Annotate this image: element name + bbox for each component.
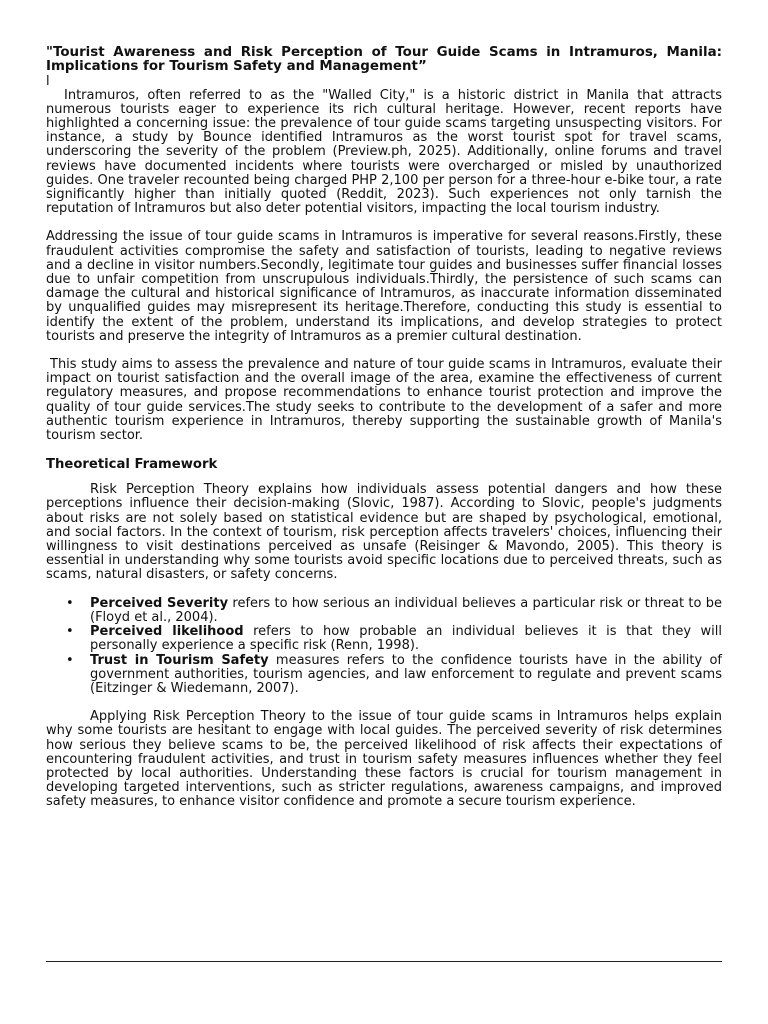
list-item-text: refers to how probable an individual believes it is that they will personally experience a specific risk (Renn, 1998). (90, 624, 723, 654)
document-page (46, 46, 722, 810)
list-item-term: Trust in Tourism Safety (90, 652, 269, 668)
intro-paragraph-2: Addressing the issue of tour guide scams in Intramuros is imperative for several reasons.Firstly, these fraudulent activities compromise the safety and satisfaction of tourists, leading to negative reviews and a decline in visitor numbers.Secondly, legitimate tour guides and businesses suffer financial losses due to unfair competition from unscrupulous individuals.Thirdly, the persistence of such scams can damage the cultural and historical significance of Intramuros, as inaccurate information disseminated by unqualified guides may misrepresent its heritage.Therefore, conducting this study is essential to identify the extent of the problem, understand its implications, and develop strategies to protect tourists and preserve the integrity of Intramuros as a premier cultural destination. (46, 229, 722, 344)
bullet-icon: • (66, 595, 74, 611)
list-item (46, 625, 722, 653)
list-item-text: measures refers to the confidence tourists have in the ability of government authorities, tourism agencies, and law enforcement to regulate and prevent scams (Eitzinger & Wiedemann, 2007). (90, 652, 723, 696)
closing-paragraph: Applying Risk Perception Theory to the issue of tour guide scams in Intramuros helps explain why some tourists are hesitant to engage with local guides. The perceived severity of risk determines how serious they believe scams to be, the perceived likelihood of risk affects their expectations of encountering fraudulent activities, and trust in tourism safety measures influences whether they feel protected by local authorities. Understanding these factors is crucial for tourism management in developing targeted interventions, such as stricter regulations, awareness campaigns, and improved safety measures, to enhance visitor confidence and promote a secure tourism experience. (46, 709, 722, 810)
list-item-term: Perceived likelihood (90, 624, 244, 640)
intro-paragraph-1: Intramuros, often referred to as the "Walled City," is a historic district in Manila that attracts numerous tourists eager to experience its rich cultural heritage. However, recent reports have highlighted a concerning issue: the prevalence of tour guide scams targeting unsuspecting visitors. For instance, a study by Bounce identified Intramuros as the worst tourist spot for travel scams, underscoring the severity of the problem (Preview.ph, 2025). Additionally, online forums and travel reviews have documented incidents where tourists were overcharged or misled by unauthorized guides. One traveler recounted being charged PHP 2,100 per person for a three-hour e-bike tour, a rate significantly higher than initially quoted (Reddit, 2023). Such experiences not only tarnish the reputation of Intramuros but also deter potential visitors, impacting the local tourism industry. (46, 87, 722, 217)
list-item-term: Perceived Severity (90, 595, 229, 611)
bullet-icon: • (66, 652, 74, 668)
risk-factor-list (46, 597, 722, 696)
footnote-divider (46, 961, 722, 962)
section-heading-theoretical-framework: Theoretical Framework (46, 457, 218, 473)
list-item (46, 654, 722, 697)
list-item-text: refers to how serious an individual believes a particular risk or threat to be (Floyd et al., 2004). (90, 595, 722, 625)
list-item (46, 597, 722, 625)
framework-paragraph: Risk Perception Theory explains how individuals assess potential dangers and how these perceptions influence their decision-making (Slovic, 1987). According to Slovic, people's judgments about risks are not solely based on statistical evidence but are shaped by psychological, emotional, and social factors. In the context of tourism, risk perception affects travelers' choices, influencing their willingness to visit destinations perceived as unsafe (Reisinger & Mavondo, 2005). This theory is essential in understanding why some tourists avoid specific locations due to perceived threats, such as scams, natural disasters, or safety concerns. (46, 482, 722, 583)
intro-paragraph-3: This study aims to assess the prevalence and nature of tour guide scams in Intramuros, evaluate their impact on tourist satisfaction and the overall image of the area, examine the effectiveness of current regulatory measures, and propose recommendations to enhance tourist protection and improve the quality of tour guide services.The study seeks to contribute to the development of a safer and more authentic tourism experience in Intramuros, thereby supporting the sustainable growth of Manila's tourism sector. (46, 357, 722, 444)
stray-mark: l (46, 73, 50, 89)
bullet-icon: • (66, 624, 74, 640)
document-title: "Tourist Awareness and Risk Perception of Tour Guide Scams in Intramuros, Manila: Implications for Tourism Safety and Management” (46, 45, 722, 75)
